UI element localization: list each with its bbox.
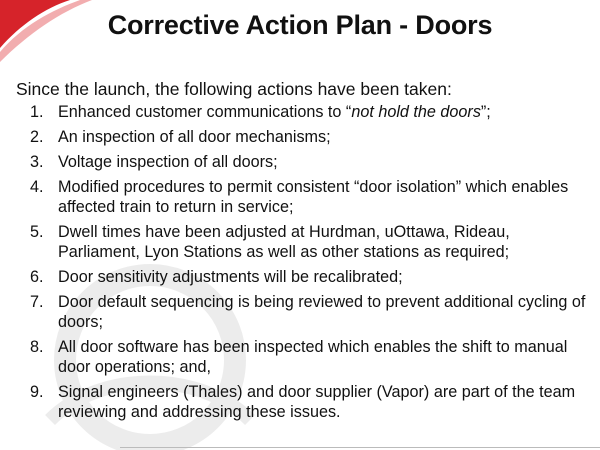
list-item-number: 8. (30, 338, 44, 356)
list-item (22, 102, 590, 122)
list-item (22, 222, 590, 262)
list-item-number: 1. (30, 103, 44, 121)
list-item-text: Door default sequencing is being reviewed to prevent additional cycling of doors; (58, 293, 586, 331)
list-item-text: Voltage inspection of all doors; (58, 153, 278, 171)
list-item-number: 4. (30, 178, 44, 196)
list-item-text: Modified procedures to permit consistent “door isolation” which enables affected train to return in service; (58, 178, 569, 216)
list-item-text (58, 102, 590, 122)
list-item (22, 337, 590, 377)
slide-title: Corrective Action Plan - Doors (107, 10, 493, 40)
list-item-text-post: ”; (480, 103, 491, 121)
list-item-number: 3. (30, 153, 44, 171)
list-item-text: Door sensitivity adjustments will be recalibrated; (58, 268, 403, 286)
list-item-emphasis: not hold the doors (351, 103, 481, 121)
list-item (22, 177, 590, 217)
list-item-number: 6. (30, 268, 44, 286)
list-item (22, 127, 590, 147)
list-item-text: Signal engineers (Thales) and door supplier (Vapor) are part of the team reviewing and addressing these issues. (58, 383, 576, 421)
list-item-number: 5. (30, 223, 44, 241)
list-item-text: Dwell times have been adjusted at Hurdman, uOttawa, Rideau, Parliament, Lyon Stations as well as other stations as required; (58, 223, 510, 261)
list-item-text: All door software has been inspected which enables the shift to manual door operations; and, (58, 338, 568, 376)
list-item-text-pre: Enhanced customer communications to “ (58, 103, 352, 121)
list-item-number: 2. (30, 128, 44, 146)
intro-text: Since the launch, the following actions have been taken: (16, 79, 452, 99)
footer-divider (120, 447, 600, 448)
list-item-text: An inspection of all door mechanisms; (58, 128, 331, 146)
action-list (22, 102, 590, 427)
list-item (22, 292, 590, 332)
list-item (22, 152, 590, 172)
list-item-number: 9. (30, 383, 44, 401)
list-item (22, 267, 590, 287)
list-item (22, 382, 590, 422)
list-item-number: 7. (30, 293, 44, 311)
